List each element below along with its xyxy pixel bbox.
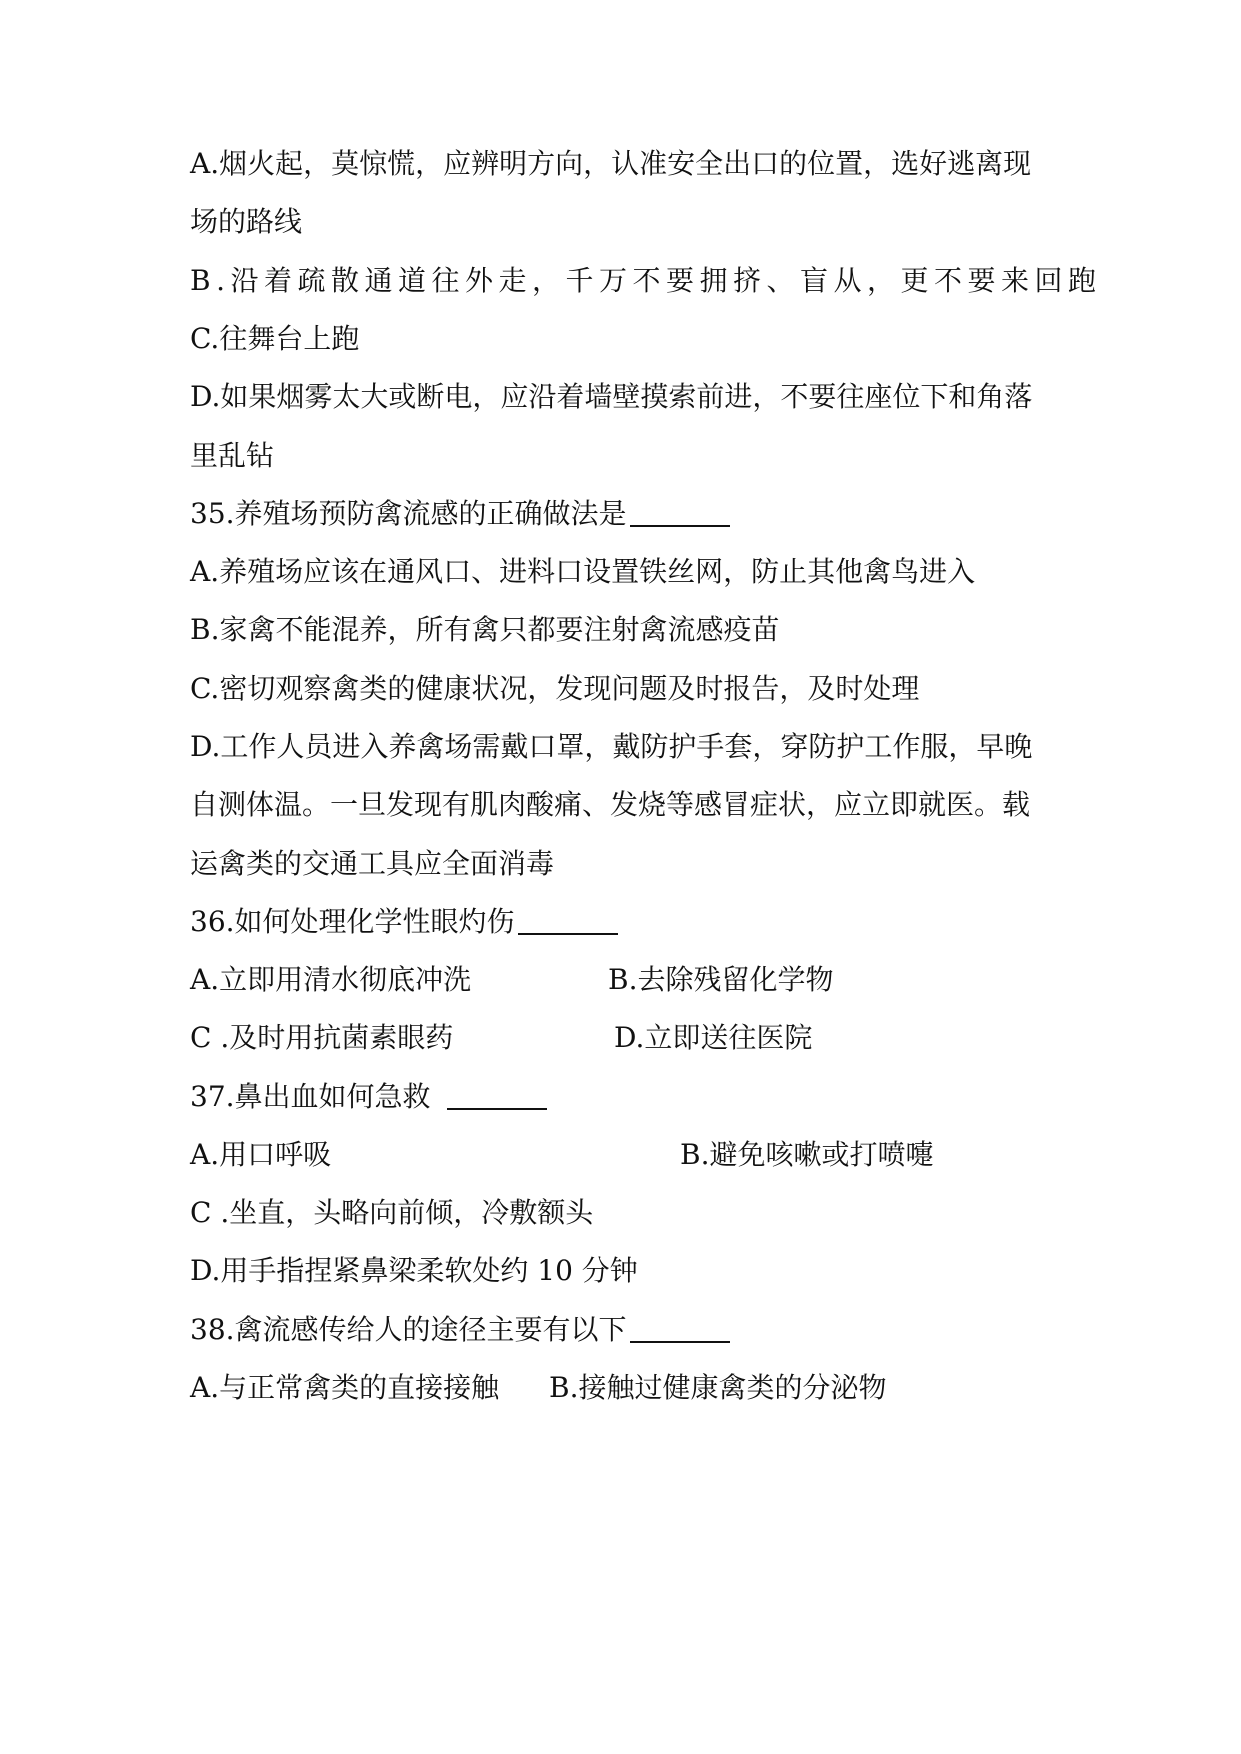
q35-answer-blank <box>630 525 730 527</box>
q34-option-a-line1: A.烟火起，莫惊慌，应辨明方向，认准安全出口的位置，选好逃离现 <box>190 147 1032 180</box>
q36-option-c: C .及时用抗菌素眼药 <box>190 1021 454 1054</box>
q35-option-d-line3: 运禽类的交通工具应全面消毒 <box>190 847 555 880</box>
q34-option-d-line2: 里乱钻 <box>190 439 275 472</box>
q38-answer-blank <box>630 1341 730 1343</box>
q37-answer-blank <box>447 1108 547 1110</box>
q34-option-d-line1: D.如果烟雾太大或断电，应沿着墙壁摸索前进，不要往座位下和角落 <box>190 380 1033 413</box>
q38-question-text: 38.禽流感传给人的途径主要有以下 <box>190 1313 627 1346</box>
q35-question <box>190 494 730 534</box>
q36-option-d: D.立即送往医院 <box>614 1021 813 1054</box>
q36-option-a: A.立即用清水彻底冲洗 <box>190 963 472 996</box>
q36-question-text: 36.如何处理化学性眼灼伤 <box>190 905 515 938</box>
q37-option-b: B.避免咳嗽或打喷嚏 <box>680 1138 934 1171</box>
q34-option-a-line2: 场的路线 <box>190 205 303 238</box>
q37-option-d: D.用手指捏紧鼻梁柔软处约 10 分钟 <box>190 1254 638 1287</box>
q34-option-b: B.沿着疏散通道往外走，千万不要拥挤、盲从，更不要来回跑 <box>190 264 1102 297</box>
q37-option-c: C .坐直，头略向前倾，冷敷额头 <box>190 1196 594 1229</box>
q35-question-text: 35.养殖场预防禽流感的正确做法是 <box>190 497 627 530</box>
q36-question <box>190 902 618 942</box>
q38-question <box>190 1310 730 1350</box>
q37-question <box>190 1077 547 1117</box>
q35-option-c: C.密切观察禽类的健康状况，发现问题及时报告，及时处理 <box>190 672 920 705</box>
q38-option-a: A.与正常禽类的直接接触 <box>190 1371 500 1404</box>
q35-option-a: A.养殖场应该在通风口、进料口设置铁丝网，防止其他禽鸟进入 <box>190 555 976 588</box>
q34-option-c: C.往舞台上跑 <box>190 322 360 355</box>
q35-option-d-line1: D.工作人员进入养禽场需戴口罩，戴防护手套，穿防护工作服，早晚 <box>190 730 1033 763</box>
q35-option-d-line2: 自测体温。一旦发现有肌肉酸痛、发烧等感冒症状，应立即就医。载 <box>190 788 1031 821</box>
q37-option-a: A.用口呼吸 <box>190 1138 332 1171</box>
q36-option-b: B.去除残留化学物 <box>608 963 834 996</box>
q36-answer-blank <box>518 933 618 935</box>
q35-option-b: B.家禽不能混养，所有禽只都要注射禽流感疫苗 <box>190 613 780 646</box>
q38-option-b: B.接触过健康禽类的分泌物 <box>549 1371 887 1404</box>
q37-question-text: 37.鼻出血如何急救 <box>190 1080 431 1113</box>
